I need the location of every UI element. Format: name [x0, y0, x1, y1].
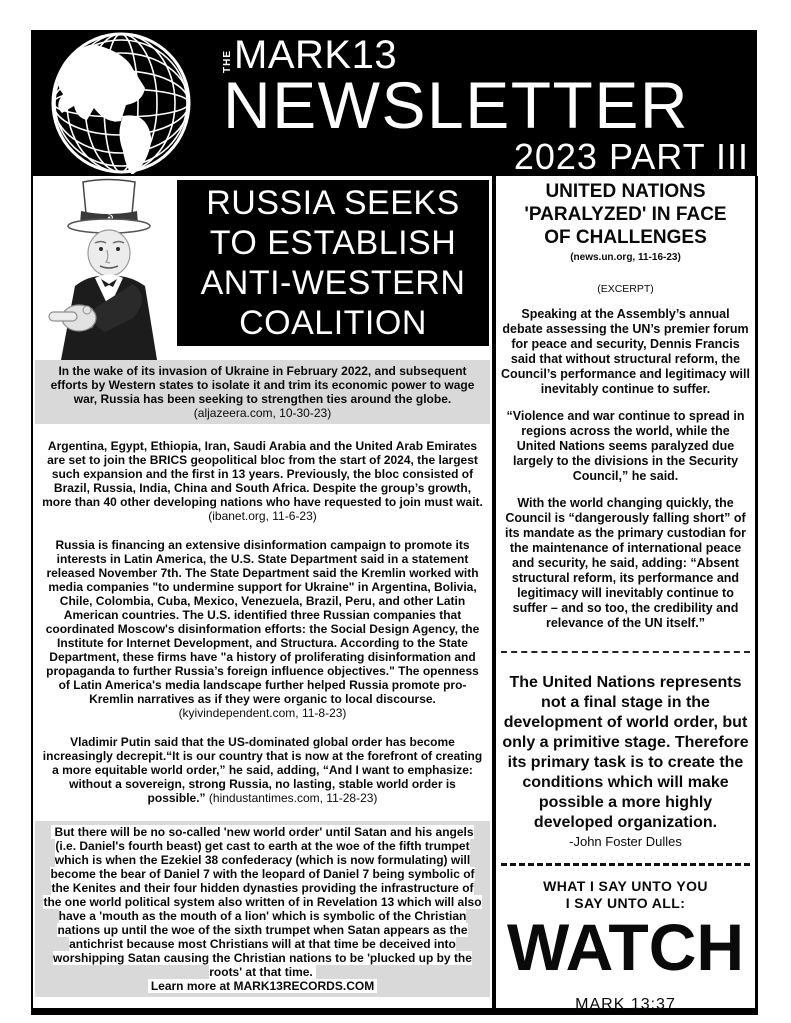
quote-attribution: -John Foster Dulles [569, 834, 682, 849]
lead-headline [177, 180, 489, 346]
un-article-citation: (news.un.org, 11-16-23) [570, 252, 681, 263]
masthead [31, 30, 757, 176]
prophecy-note [35, 821, 490, 997]
paragraph-citation: (hindustantimes.com, 11-28-23) [208, 791, 378, 805]
title-line: OF CHALLENGES [544, 227, 707, 248]
masthead-edition: 2023 PART III [513, 136, 749, 178]
globe-icon [31, 32, 217, 174]
un-paragraph: With the world changing quickly, the Council is “dangerously falling short” of its mandate as the primary custodian for the maintenance of international peace and security, he said, adding: “Absent structural reform, its performance and legitimacy will inevitably continue to suffer – and so too, the credibility and relevance of the UN itself.” [504, 496, 747, 630]
title-line: UNITED NATIONS [545, 181, 706, 202]
intro-citation: (aljazeera.com, 10-30-23) [193, 406, 332, 420]
headline-line: ANTI-WESTERN [200, 264, 466, 302]
un-paragraph: “Violence and war continue to spread in regions across the world, while the United Nations seems paralyzed due largely to the divisions in the Security Council,” he said. [506, 409, 745, 483]
watch-verse: MARK 13:37 [575, 996, 676, 1013]
putin-quote-paragraph [39, 735, 486, 805]
un-article-title [499, 180, 752, 249]
paragraph-text: Russia is financing an extensive disinformation campaign to promote its interests in Latin America, the U.S. State Department said in a statement released November 7th. The State Department said the Kremlin worked with media companies "to undermine support for Ukraine" in Argentina, Bolivia, Chile, Colombia, Cuba, Mexico, Venezuela, Brazil, Peru, and other Latin American countries. The U.S. identified three Russian companies that coordinated Moscow's disinformation efforts: the Social Design Agency, the Institute for Internet Development, and Structura. According to the State Department, these firms have "a history of proliferating disinformation and propaganda to further Russia’s foreign influence objectives." The openness of Latin America's media landscape further helped Russia promote pro-Kremlin narratives as if they were organic to local discourse. [45, 538, 480, 706]
column-divider-rule [492, 176, 496, 1008]
paragraph-text: Argentina, Egypt, Ethiopia, Iran, Saudi Arabia and the United Arab Emirates are set to join the BRICS geopolitical bloc from the start of 2024, the largest such expansion and the first in 13 years. Previously, the bloc consisted of Brazil, Russia, India, China and South Africa. Despite the group’s growth, more than 40 other developing nations who have requested to join must wait. [42, 439, 483, 509]
right-border-rule [755, 176, 758, 1008]
watch-intro-line: I SAY UNTO ALL: [565, 895, 686, 911]
intro-paragraph [35, 360, 490, 424]
lead-row [33, 176, 492, 360]
right-column [499, 180, 752, 1014]
un-paragraph: Speaking at the Assembly’s annual debate assessing the UN’s premier forum for peace and security, Dennis Francis said that without structural reform, the Council’s performance and legitimacy will inevitably continue to suffer. [501, 307, 750, 396]
disinformation-paragraph [39, 538, 486, 720]
masthead-brand: MARK13 [234, 33, 398, 77]
dashed-separator-bold [501, 863, 750, 866]
prophecy-text: But there will be no so-called 'new world order' until Satan and his angels (i.e. Daniel's fourth beast) get cast to earth at the woe of the fifth trumpet which is when the Ezekiel 38 confederacy (which is now formulating) will become the bear of Daniel 7 with the leopard of Daniel 7 being symbolic of the Kenites and their four hidden dynasties providing the infrastructure of the one world political system also written of in Revelation 13 which will also have a 'mouth as the mouth of a lion' which is symbolic of the Christian nations up until the woe of the sixth trumpet when Satan appears as the antichrist because most Christians will at that time be deceived into worshipping Satan causing the Christian nations to be 'plucked up by the roots' at that time. [43, 825, 482, 979]
headline-line: TO ESTABLISH [209, 224, 457, 262]
headline-line: RUSSIA SEEKS [206, 184, 460, 222]
dulles-quote: The United Nations represents not a final stage in the development of world order, but only a primitive stage. Therefore its primary task is to create the conditions which will make possible a more highly developed organization. [502, 674, 749, 831]
putin-uncle-sam-image [35, 176, 177, 360]
paragraph-citation: (kyivindependent.com, 11-8-23) [178, 706, 347, 720]
title-line: 'PARALYZED' IN FACE [524, 204, 727, 225]
masthead-text [222, 33, 749, 178]
watch-word: WATCH [506, 910, 745, 984]
watch-intro-line: WHAT I SAY UNTO YOU [543, 878, 708, 894]
left-column [33, 176, 492, 997]
masthead-title: NEWSLETTER [223, 68, 690, 142]
learn-more-text: Learn more at MARK13RECORDS.COM [148, 979, 377, 993]
paragraph-citation: (ibanet.org, 11-6-23) [208, 509, 317, 523]
paragraph-text: Vladimir Putin said that the US-dominated global order has become increasingly decrepit.“It is our country that is now at the forefront of creating a more equitable world order,” he said, adding, “And I want to emphasize: without a sovereign, strong Russia, no lasting, stable world order is possible.” [42, 735, 483, 805]
excerpt-label: (EXCERPT) [597, 283, 654, 295]
headline-line: COALITION [239, 304, 427, 342]
intro-text: In the wake of its invasion of Ukraine in February 2022, and subsequent efforts by Western states to isolate it and trim its economic power to wage war, Russia has been seeking to strengthen ties around the globe. [50, 364, 475, 406]
dashed-separator [501, 651, 750, 653]
brics-paragraph [39, 439, 486, 523]
masthead-kicker: THE [222, 50, 233, 73]
